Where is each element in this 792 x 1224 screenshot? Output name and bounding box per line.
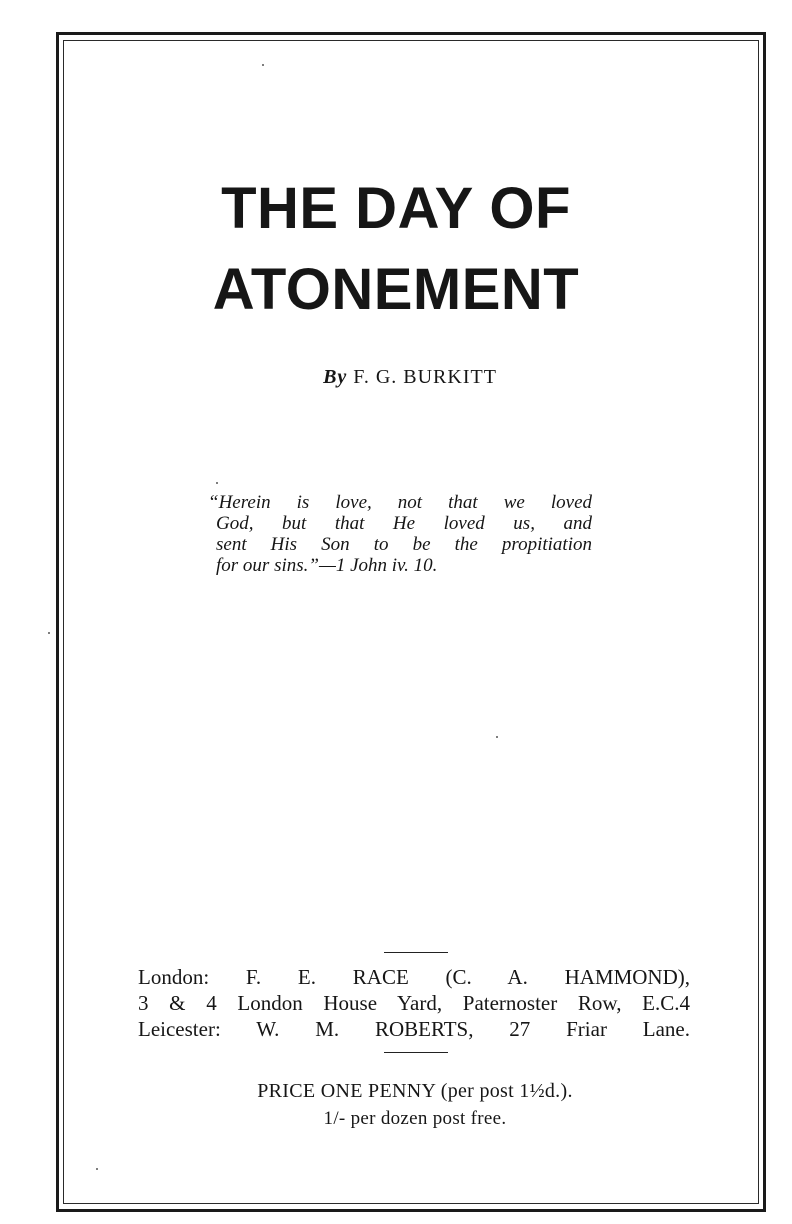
epigraph-line: for our sins.”—1 John iv. 10. (216, 555, 438, 576)
divider-rule (384, 952, 448, 953)
publisher-line: 3 & 4 London House Yard, Paternoster Row, E.C.4 (138, 991, 690, 1015)
title-line-1: THE DAY OF (221, 176, 571, 241)
print-speck (262, 64, 264, 66)
epigraph-line: sent His Son to be the propitiation (216, 534, 592, 555)
author-name: F. G. BURKITT (353, 366, 497, 388)
byline-prefix: By (323, 366, 348, 388)
epigraph-line: “Herein is love, not that we loved (208, 492, 592, 513)
byline (0, 366, 792, 389)
print-speck (496, 736, 498, 738)
print-speck (216, 482, 218, 484)
price-line: PRICE ONE PENNY (per post 1½d.). (257, 1080, 573, 1102)
print-speck (96, 1168, 98, 1170)
print-speck (48, 632, 50, 634)
divider-rule (384, 1052, 448, 1053)
epigraph-line: God, but that He loved us, and (216, 513, 592, 534)
publisher-line: Leicester: W. M. ROBERTS, 27 Friar Lane. (138, 1017, 690, 1041)
price-line: 1/- per dozen post free. (323, 1108, 507, 1129)
title-line-2: ATONEMENT (212, 257, 580, 322)
publisher-line: London: F. E. RACE (C. A. HAMMOND), (138, 965, 690, 989)
epigraph (208, 492, 592, 576)
